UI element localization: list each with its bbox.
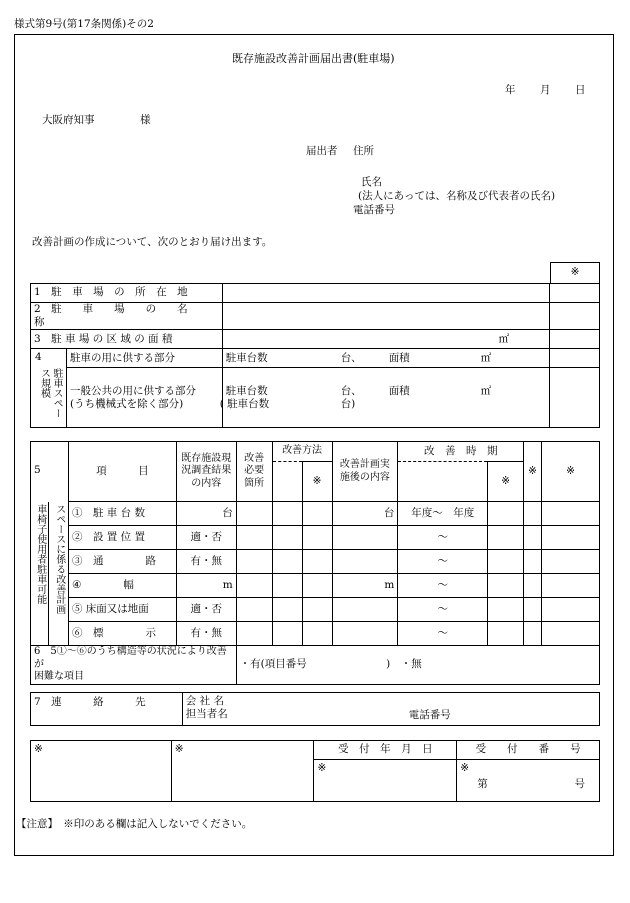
sec5-kome-b: ※ — [542, 442, 600, 502]
row2-value[interactable] — [222, 303, 549, 330]
row2-label: 2 駐 車 場 の 名 称 — [31, 303, 223, 330]
item-label: ⑥ 標 示 — [68, 622, 176, 646]
sec5-head-method: 改善方法 — [272, 442, 332, 462]
sec5-side-outer: 車椅子使用者駐車可能 — [31, 502, 49, 646]
receipt-go: 号 — [574, 778, 585, 790]
sec5-kome-a: ※ — [524, 442, 542, 502]
contact-person: 担当者名 — [185, 708, 228, 721]
item-after: m — [332, 574, 398, 598]
item-survey: 有・無 — [176, 550, 236, 574]
item-label: ② 設 置 位 置 — [68, 526, 176, 550]
sec5-method-kome: ※ — [302, 462, 332, 502]
row4a-label: 駐車の用に供する部分 — [67, 349, 223, 368]
item-label: ④ 幅 — [68, 574, 176, 598]
row4-number-cell — [31, 349, 67, 428]
row4-number: 4 — [35, 351, 42, 364]
contact-phone: 電話番号 — [408, 709, 451, 721]
receipt-date-value: ※ — [314, 760, 457, 802]
note-text: 【注意】 ※印のある欄は記入しないでください。 — [16, 818, 253, 830]
row4b-count2-label: ( 駐車台数 — [219, 397, 270, 410]
section-1-4-table — [30, 283, 600, 428]
item-timing: ～ — [398, 526, 488, 550]
item-survey: 有・無 — [176, 622, 236, 646]
addressee-honorific: 様 — [140, 114, 151, 126]
contact-value[interactable] — [182, 693, 599, 726]
table-row — [31, 622, 600, 646]
sec5-head-item: 項 目 — [68, 442, 176, 502]
section-7-table — [30, 692, 600, 726]
form-number: 様式第9号(第17条関係)その2 — [14, 18, 154, 30]
item-survey: m — [176, 574, 236, 598]
intro-text: 改善計画の作成について、次のとおり届け出ます。 — [32, 236, 273, 248]
sec5-side-inner: スペースに係る改善計画 — [48, 502, 68, 646]
date-month: 月 — [540, 84, 551, 96]
sec5-number-cell — [31, 442, 69, 502]
item-survey: 台 — [176, 502, 236, 526]
sec6-value-a: ・有(項目番号 — [239, 658, 307, 671]
row4a-value[interactable] — [222, 349, 549, 368]
kome-header-box — [550, 262, 600, 284]
section-5-table — [30, 441, 600, 685]
sec6-value-b: ) ・無 — [386, 658, 422, 671]
receipt-table — [30, 740, 600, 802]
item-timing: ～ — [398, 598, 488, 622]
receipt-dai: 第 — [477, 778, 488, 790]
row4a-count-label: 駐車台数 — [225, 351, 268, 364]
item-survey: 適・否 — [176, 598, 236, 622]
item-label: ① 駐 車 台 数 — [68, 502, 176, 526]
kome-mark: ※ — [551, 263, 600, 284]
notifier-address: 住所 — [353, 145, 374, 157]
row4a-area-label: 面積 — [388, 351, 410, 364]
receipt-kome-1: ※ — [31, 741, 172, 802]
item-after: 台 — [332, 502, 398, 526]
date-day: 日 — [575, 84, 586, 96]
form-title: 既存施設改善計画届出書(駐車場) — [232, 52, 395, 65]
row4-side-label: 駐車スペース規模 — [38, 368, 62, 419]
receipt-no-head: 受 付 番 号 — [457, 741, 600, 760]
notifier-label: 届出者 — [306, 145, 338, 157]
notifier-name: 氏名 — [361, 176, 382, 188]
row4b-value[interactable]: 駐車台数 台、 面積 ㎡ ( 駐車台数 台) — [222, 368, 549, 428]
receipt-date-head: 受 付 年 月 日 — [314, 741, 457, 760]
table-row — [31, 550, 600, 574]
row4a-unit: 台、 — [340, 351, 362, 364]
table-row — [31, 526, 600, 550]
table-row — [31, 574, 600, 598]
sec5-head-timing: 改 善 時 期 — [398, 442, 524, 462]
row3-label: 3 駐 車 場 の 区 域 の 面 積 — [31, 330, 223, 349]
date-year: 年 — [505, 84, 516, 96]
sec5-head-after: 改善計画実施後の内容 — [332, 442, 398, 502]
item-survey: 適・否 — [176, 526, 236, 550]
contact-label: 7 連 絡 先 — [31, 693, 183, 726]
row3-value[interactable] — [222, 330, 549, 349]
notifier-name-note: (法人にあっては、名称及び代表者の氏名) — [358, 190, 556, 202]
notifier-phone: 電話番号 — [353, 204, 395, 216]
row1-value[interactable] — [222, 284, 549, 303]
sec6-label: 6 5①～⑥のうち構造等の状況により改善が 困難な項目 — [31, 646, 237, 685]
table-row — [31, 502, 600, 526]
unit-m2: ㎡ — [498, 332, 510, 345]
row1-label: 1 駐 車 場 の 所 在 地 — [31, 284, 223, 303]
sec5-number: 5 — [34, 464, 41, 476]
sec6-value[interactable] — [236, 646, 599, 685]
sec5-timing-kome: ※ — [488, 462, 524, 502]
row4a-m2: ㎡ — [480, 351, 492, 364]
receipt-kome-2: ※ — [171, 741, 314, 802]
item-timing: ～ — [398, 550, 488, 574]
table-row — [31, 598, 600, 622]
row4b-label: 一般公共の用に供する部分 (うち機械式を除く部分) — [67, 368, 223, 428]
sec5-head-need: 改善必要箇所 — [236, 442, 272, 502]
contact-company: 会 社 名 — [185, 695, 224, 707]
item-label: ③ 通 路 — [68, 550, 176, 574]
addressee-name: 大阪府知事 — [42, 114, 95, 126]
item-label: ⑤ 床面又は地面 — [68, 598, 176, 622]
receipt-no-value: ※ 第 号 — [457, 760, 600, 802]
item-timing: ～ — [398, 574, 488, 598]
item-timing: 年度～ 年度 — [398, 502, 488, 526]
sec5-head-survey: 既存施設現況調査結果の内容 — [176, 442, 236, 502]
row4b-count-label: 駐車台数 — [225, 384, 268, 397]
item-timing: ～ — [398, 622, 488, 646]
